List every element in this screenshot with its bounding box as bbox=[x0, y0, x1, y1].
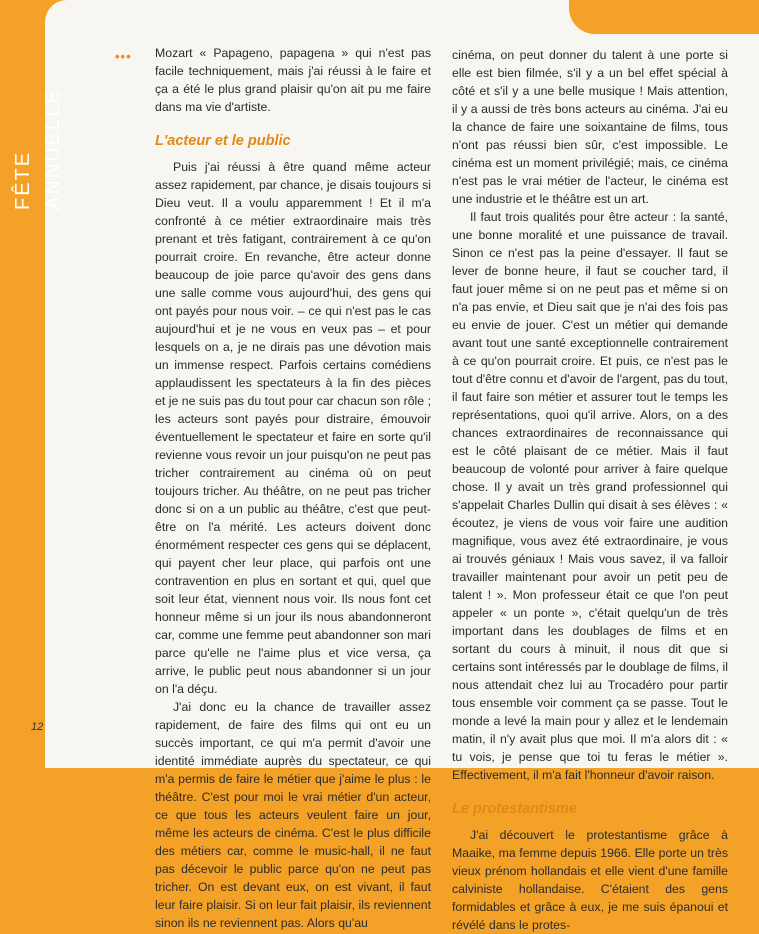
page-number: 12 bbox=[31, 721, 44, 733]
section-heading-protestantisme: Le protestantisme bbox=[452, 801, 577, 817]
paragraph: J'ai découvert le protestantisme grâce à Maaike, ma femme depuis 1966. Elle porte un très vieux prénom hollandais et elle vient d'une famille calviniste hollandaise. C'étaient des gens formidables et grâce à eux, je me suis épanoui et révélé dans le protes- bbox=[452, 828, 728, 932]
left-column bbox=[155, 44, 431, 932]
paragraph: Puis j'ai réussi à être quand même acteur assez rapidement, par chance, je disais toujours si Dieu veut. Il a voulu apparemment ! Et il m'a confronté à ce métier extraordinaire mais très prenant et très fatigant, contrairement à ce qu'on pourrait croire. En revanche, être acteur donne beaucoup de joie parce qu'avoir des gens dans une salle comme vous aujourd'hui, des gens qui ont payés pour nous voir. – ce qui n'est pas le cas aujourd'hui et je ne vous en veux pas – et pour lesquels on a, je ne dirais pas une dévotion mais un immense respect. Parfois certains comédiens applaudissent les spectateurs à la fin des pièces et je ne suis pas du tout pour car chacun son rôle ; les acteurs sont payés pour distraire, émouvoir éventuellement le spectateur et faire en sorte qu'il revienne vous revoir un jour puisqu'on ne peut pas tricher contrairement au cinéma où on peut toujours tricher. Au théâtre, on ne peut pas tricher donc si on a un public au théâtre, c'est que peut-être on l'a mérité. Les acteurs doivent donc énormément respecter ces gens qui se déplacent, qui payent cher leur place, qui parfois ont une contravention en plus en sortant et qui, quel que soit leur état, viennent nous voir. Ils nous font cet honneur même si un jour ils nous abandonneront car, comme une femme peut abandonner son mari parce qu'elle ne l'aime plus et vice versa, ça arrive, le public peut nous abandonner si un jour on l'a déçu. bbox=[155, 160, 431, 696]
paragraph: J'ai donc eu la chance de travailler assez rapidement, de faire des films qui ont eu un succès important, ce qui m'a permit d'avoir une identité immédiate auprès du spectateur, ce qui m'a permis de faire le métier que j'aime le plus : le théâtre. C'est pour moi le vrai métier d'un acteur, ce que tous les acteurs veulent faire un jour, même les acteurs de cinéma. C'est le plus difficile des métiers car, comme le music-hall, il ne faut pas décevoir le public parce qu'on ne peut pas tricher. On est devant eux, on est vivant, il faut leur faire plaisir. Si on leur fait plaisir, ils reviennent sinon ils ne reviennent pas. Alors qu'au bbox=[155, 700, 431, 930]
section-heading-acteur-public: L'acteur et le public bbox=[155, 133, 291, 149]
paragraph: Il faut trois qualités pour être acteur : la santé, une bonne moralité et une puissance de travail. Sinon ce n'est pas la peine d'essayer. Il faut se lever de bonne heure, il faut se coucher tard, il faut jouer même si on ne peut pas et même si on n'a pas envie, et Dieu sait que je n'ai des fois pas eu envie de jouer. C'est un métier qui demande avant tout une santé exceptionnelle contrairement à ce qu'on pourrait croire. Et puis, ce n'est pas le tout d'être connu et d'avoir de l'argent, pas du tout, il faut faire son métier et assurer tout le temps les représentations, quoi qu'il arrive. Alors, on a des chances extraordinaires de reconnaissance qui est le côté plaisant de ce métier. Mais il faut beaucoup de volonté pour arriver à faire quelque chose. Il y avait un très grand professionnel qui s'appelait Charles Dullin qui disait à ses élèves : « écoutez, je viens de vous voir faire une audition magnifique, vous avez été extraordinaire, je vous ai trouvés géniaux ! Mais vous savez, il va falloir travailler maintenant pour avoir un petit peu de talent ! ». Mon professeur était ce que l'on peut appeler « un ponte », c'était quelqu'un de très important dans les doublages de films et en sortant du cours à minuit, il nous dit que si certains sont intéressés par le doublage de films, il nous attendait chez lui au Trocadéro pour partir tous ensemble voir comment ça se passe. Tout le monde a levé la main pour y allez et le lendemain matin, il n'y avait plus que moi. Il m'a alors dit : « tu vois, je pense que toi tu feras le métier ». Effectivement, il m'a fait l'honneur d'avoir raison. bbox=[452, 210, 728, 782]
paragraph: cinéma, on peut donner du talent à une porte si elle est bien filmée, s'il y a un bel effet spécial à côté et s'il y a une belle musique ! Mais attention, il y a aussi de très bons acteurs au cinéma. J'ai eu la chance de faire une soixantaine de films, tous n'ont pas réussi bien sûr, c'est impossible. Le cinéma est un moment privilégié; mais, ce cinéma n'est pas le vrai métier de l'acteur, le cinéma est une industrie et le théâtre est un art. bbox=[452, 48, 728, 206]
paragraph: Mozart « Papageno, papagena » qui n'est pas facile techniquement, mais j'ai réussi à le faire et ça a été le plus grand plaisir qu'on ait pu me faire dans ma vie d'artiste. bbox=[155, 46, 431, 114]
section-side-label: FÊTE ANNUELLE bbox=[12, 88, 64, 210]
bullet-dots: ••• bbox=[115, 49, 132, 64]
right-column bbox=[452, 46, 728, 934]
page-corner-tab bbox=[569, 0, 759, 34]
